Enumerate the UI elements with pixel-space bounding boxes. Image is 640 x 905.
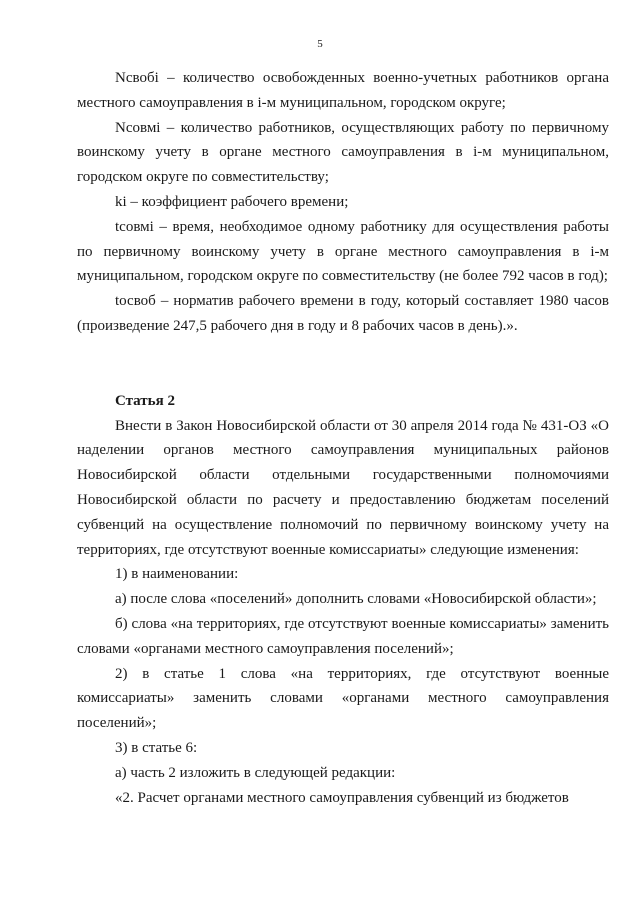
paragraph-item-1a: а) после слова «поселений» дополнить словами «Новосибирской области»; [115,591,597,608]
document-body [77,66,609,810]
paragraph-item-3: 3) в статье 6: [115,739,198,756]
paragraph-n-svob: Nсвобi – количество освобожденных военно-учетных работников органа местного самоуправления в i-м муниципальном, городском округе; [77,70,609,111]
paragraph-t-sovm: tсовмi – время, необходимое одному работнику для осуществления работы по первичному воинскому учету в органе местного самоуправления в i-м муниципальном, городском округе по совместительству (не более 792 часов в год); [77,218,609,285]
paragraph-item-3a: а) часть 2 изложить в следующей редакции: [115,764,396,781]
page-number: 5 [317,38,323,50]
article-heading: Статья 2 [115,392,175,409]
paragraph-n-sovm: Nсовмi – количество работников, осуществляющих работу по первичному воинскому учету в органе местного самоуправления в i-м муниципальном, городском округе по совместительству; [77,119,609,186]
paragraph-item-1b: б) слова «на территориях, где отсутствуют военные комиссариаты» заменить словами «органами местного самоуправления поселений»; [77,615,609,657]
paragraph-amend-law: Внести в Закон Новосибирской области от 30 апреля 2014 года № 431-ОЗ «О наделении органов местного самоуправления муниципальных районов Новосибирской области отдельными государственными полномочиями Новосибирской области по расчету и предоставлению бюджетам поселений субвенций на осуществление полномочий по первичному воинскому учету на территориях, где отсутствуют военные комиссариаты» следующие изменения: [77,417,609,558]
paragraph-part-2-start: «2. Расчет органами местного самоуправления субвенций из бюджетов [115,789,569,806]
paragraph-t-osvob: tосвоб – норматив рабочего времени в году, который составляет 1980 часов (произведение 247,5 рабочего дня в году и 8 рабочих часов в день).». [77,293,609,334]
paragraph-item-1: 1) в наименовании: [115,566,239,583]
paragraph-item-2: 2) в статье 1 слова «на территориях, где отсутствуют военные комиссариаты» заменить словами «органами местного самоуправления поселений»; [77,665,609,732]
paragraph-ki: ki – коэффициент рабочего времени; [115,193,349,210]
